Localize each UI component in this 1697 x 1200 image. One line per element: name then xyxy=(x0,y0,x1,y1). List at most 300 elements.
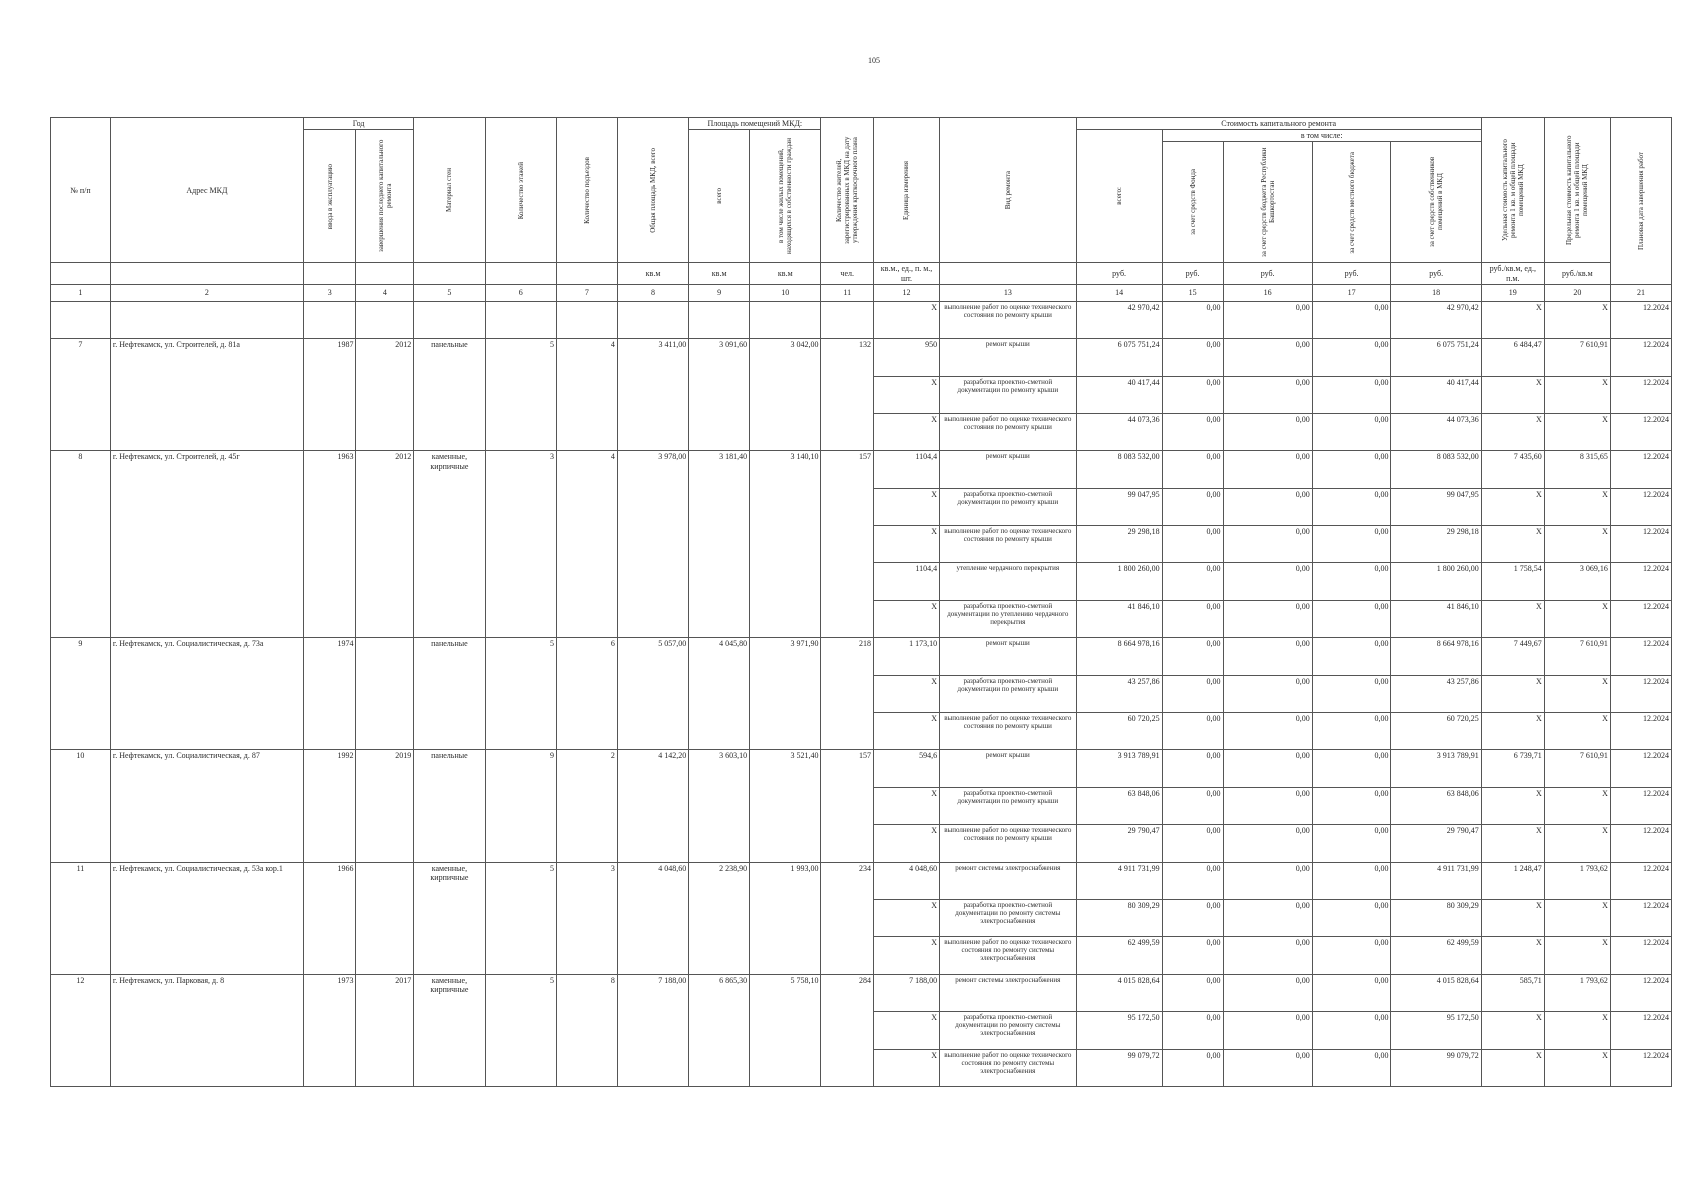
work-cost-local: 0,00 xyxy=(1312,600,1391,637)
house-year-commission: 1963 xyxy=(303,451,355,638)
work-max-cost: X xyxy=(1544,526,1610,563)
header-unit-cost: Удельная стоимость капитального ремонта 1 кв. м общей площади помещений МКД xyxy=(1500,139,1525,242)
house-floors: 3 xyxy=(485,451,556,638)
work-type: ремонт крыши xyxy=(940,750,1076,787)
work-date: 12.2024 xyxy=(1610,825,1671,862)
work-unit-cost: X xyxy=(1481,376,1544,413)
work-cost-total: 1 800 260,00 xyxy=(1076,563,1162,600)
column-number: 9 xyxy=(689,284,750,301)
header-floors: Количество этажей xyxy=(516,161,525,219)
work-type: выполнение работ по оценке технического состояния по ремонту крыши xyxy=(940,301,1076,338)
work-date: 12.2024 xyxy=(1610,937,1671,974)
house-residential: 3 521,40 xyxy=(750,750,821,862)
work-cost-total: 40 417,44 xyxy=(1076,376,1162,413)
house-address: г. Нефтекамск, ул. Социалистическая, д. 73а xyxy=(110,638,303,750)
work-unit-cost: X xyxy=(1481,600,1544,637)
header-fund: за счет средств Фонда xyxy=(1188,169,1197,236)
work-date: 12.2024 xyxy=(1610,563,1671,600)
work-date: 12.2024 xyxy=(1610,526,1671,563)
work-cost-fund: 0,00 xyxy=(1162,862,1223,899)
work-cost-republic: 0,00 xyxy=(1223,713,1312,750)
work-unit-cost: X xyxy=(1481,526,1544,563)
work-cost-local: 0,00 xyxy=(1312,787,1391,824)
work-cost-republic: 0,00 xyxy=(1223,1012,1312,1049)
work-cost-fund: 0,00 xyxy=(1162,413,1223,450)
header-premises-residential: в том числе жилых помещений, находящихся в собственности граждан xyxy=(777,138,794,255)
header-budget-republic: за счет средств бюджета Республики Башкортостан xyxy=(1259,147,1276,258)
column-number: 19 xyxy=(1481,284,1544,301)
work-date: 12.2024 xyxy=(1610,900,1671,937)
house-year-last-repair: 2019 xyxy=(356,750,414,862)
work-unit-cost: X xyxy=(1481,413,1544,450)
work-cost-local: 0,00 xyxy=(1312,488,1391,525)
header-num: № п/п xyxy=(51,118,111,263)
work-max-cost: X xyxy=(1544,413,1610,450)
column-number: 17 xyxy=(1312,284,1391,301)
house-year-last-repair: 2012 xyxy=(356,339,414,451)
work-unit-cost: X xyxy=(1481,825,1544,862)
house-residential: 3 042,00 xyxy=(750,339,821,451)
work-cost-local: 0,00 xyxy=(1312,825,1391,862)
work-type: разработка проектно-сметной документации по ремонту системы электроснабжения xyxy=(940,1012,1076,1049)
work-cost-owners: 40 417,44 xyxy=(1391,376,1481,413)
work-type: разработка проектно-сметной документации по ремонту крыши xyxy=(940,376,1076,413)
table-row xyxy=(51,301,1672,338)
unit-rub-republic: руб. xyxy=(1223,263,1312,284)
house-floors: 5 xyxy=(485,862,556,974)
work-measure: X xyxy=(873,1012,939,1049)
column-number: 8 xyxy=(617,284,688,301)
house-year-commission: 1966 xyxy=(303,862,355,974)
work-cost-local: 0,00 xyxy=(1312,339,1391,376)
work-measure: 950 xyxy=(873,339,939,376)
work-cost-owners: 43 257,86 xyxy=(1391,675,1481,712)
work-unit-cost: X xyxy=(1481,900,1544,937)
header-cost-group: Стоимость капитального ремонта xyxy=(1076,118,1481,130)
unit-rub-owners: руб. xyxy=(1391,263,1481,284)
header-wall-material: Материал стен xyxy=(445,168,454,213)
work-cost-owners: 62 499,59 xyxy=(1391,937,1481,974)
header-budget-local: за счет средств местного бюджета xyxy=(1347,151,1356,254)
work-cost-local: 0,00 xyxy=(1312,563,1391,600)
house-address: г. Нефтекамск, ул. Парковая, д. 8 xyxy=(110,974,303,1086)
house-residential xyxy=(750,301,821,338)
house-floors: 5 xyxy=(485,339,556,451)
work-cost-total: 4 911 731,99 xyxy=(1076,862,1162,899)
work-cost-owners: 44 073,36 xyxy=(1391,413,1481,450)
house-floors: 9 xyxy=(485,750,556,862)
column-number: 21 xyxy=(1610,284,1671,301)
work-cost-local: 0,00 xyxy=(1312,376,1391,413)
column-number: 2 xyxy=(110,284,303,301)
house-residential: 1 993,00 xyxy=(750,862,821,974)
work-type: выполнение работ по оценке технического состояния по ремонту крыши xyxy=(940,825,1076,862)
house-residents: 157 xyxy=(821,451,873,638)
work-cost-total: 3 913 789,91 xyxy=(1076,750,1162,787)
unit-rub-fund: руб. xyxy=(1162,263,1223,284)
table-row xyxy=(51,750,1672,787)
work-cost-owners: 1 800 260,00 xyxy=(1391,563,1481,600)
work-measure: 4 048,60 xyxy=(873,862,939,899)
work-measure: X xyxy=(873,900,939,937)
work-max-cost: X xyxy=(1544,1012,1610,1049)
work-cost-fund: 0,00 xyxy=(1162,974,1223,1011)
work-measure: X xyxy=(873,413,939,450)
house-floors: 5 xyxy=(485,974,556,1086)
work-cost-owners: 4 911 731,99 xyxy=(1391,862,1481,899)
house-material: панельные xyxy=(414,638,485,750)
work-cost-republic: 0,00 xyxy=(1223,638,1312,675)
work-type: выполнение работ по оценке технического состояния по ремонту крыши xyxy=(940,413,1076,450)
header-premises-group: Площадь помещений МКД: xyxy=(689,118,821,130)
house-premises: 3 091,60 xyxy=(689,339,750,451)
house-total-area: 5 057,00 xyxy=(617,638,688,750)
house-num: 10 xyxy=(51,750,111,862)
work-measure: X xyxy=(873,825,939,862)
work-max-cost: X xyxy=(1544,937,1610,974)
work-cost-fund: 0,00 xyxy=(1162,713,1223,750)
work-type: разработка проектно-сметной документации по утеплению чердачного перекрытия xyxy=(940,600,1076,637)
house-year-last-repair xyxy=(356,638,414,750)
work-unit-cost: X xyxy=(1481,675,1544,712)
work-cost-republic: 0,00 xyxy=(1223,488,1312,525)
house-total-area: 3 411,00 xyxy=(617,339,688,451)
work-measure: 594,6 xyxy=(873,750,939,787)
header-entrances: Количество подъездов xyxy=(582,156,591,224)
work-max-cost: X xyxy=(1544,787,1610,824)
house-residents: 234 xyxy=(821,862,873,974)
work-cost-republic: 0,00 xyxy=(1223,339,1312,376)
work-date: 12.2024 xyxy=(1610,339,1671,376)
work-unit-cost: 1 758,54 xyxy=(1481,563,1544,600)
work-max-cost: X xyxy=(1544,488,1610,525)
house-premises xyxy=(689,301,750,338)
unit-rub-local: руб. xyxy=(1312,263,1391,284)
work-cost-republic: 0,00 xyxy=(1223,900,1312,937)
work-cost-fund: 0,00 xyxy=(1162,675,1223,712)
house-address xyxy=(110,301,303,338)
work-cost-total: 6 075 751,24 xyxy=(1076,339,1162,376)
work-type: разработка проектно-сметной документации по ремонту крыши xyxy=(940,488,1076,525)
work-cost-fund: 0,00 xyxy=(1162,1049,1223,1086)
table-row xyxy=(51,862,1672,899)
work-unit-cost: 6 484,47 xyxy=(1481,339,1544,376)
work-measure: X xyxy=(873,1049,939,1086)
house-num: 7 xyxy=(51,339,111,451)
house-total-area: 4 048,60 xyxy=(617,862,688,974)
work-type: ремонт крыши xyxy=(940,638,1076,675)
work-cost-fund: 0,00 xyxy=(1162,1012,1223,1049)
column-number: 12 xyxy=(873,284,939,301)
unit-measure: кв.м., ед., п. м., шт. xyxy=(873,263,939,284)
work-cost-fund: 0,00 xyxy=(1162,526,1223,563)
work-unit-cost: X xyxy=(1481,1049,1544,1086)
table-row xyxy=(51,638,1672,675)
house-entrances: 3 xyxy=(556,862,617,974)
work-measure: X xyxy=(873,675,939,712)
work-cost-fund: 0,00 xyxy=(1162,339,1223,376)
house-floors xyxy=(485,301,556,338)
work-date: 12.2024 xyxy=(1610,713,1671,750)
house-address: г. Нефтекамск, ул. Строителей, д. 81а xyxy=(110,339,303,451)
header-deadline: Плановая дата завершения работ xyxy=(1636,151,1645,250)
work-cost-owners: 41 846,10 xyxy=(1391,600,1481,637)
work-unit-cost: X xyxy=(1481,713,1544,750)
column-number: 13 xyxy=(940,284,1076,301)
work-cost-republic: 0,00 xyxy=(1223,825,1312,862)
work-max-cost: X xyxy=(1544,376,1610,413)
work-cost-local: 0,00 xyxy=(1312,413,1391,450)
work-cost-owners: 8 083 532,00 xyxy=(1391,451,1481,488)
work-measure: 1 173,10 xyxy=(873,638,939,675)
house-premises: 3 181,40 xyxy=(689,451,750,638)
work-measure: 7 188,00 xyxy=(873,974,939,1011)
work-cost-total: 8 664 978,16 xyxy=(1076,638,1162,675)
work-cost-total: 95 172,50 xyxy=(1076,1012,1162,1049)
column-number: 15 xyxy=(1162,284,1223,301)
work-cost-republic: 0,00 xyxy=(1223,600,1312,637)
work-max-cost: 8 315,65 xyxy=(1544,451,1610,488)
house-residents: 157 xyxy=(821,750,873,862)
house-year-commission: 1987 xyxy=(303,339,355,451)
house-year-last-repair xyxy=(356,301,414,338)
house-year-commission: 1992 xyxy=(303,750,355,862)
house-material: каменные, кирпичные xyxy=(414,862,485,974)
house-residents: 132 xyxy=(821,339,873,451)
column-number: 3 xyxy=(303,284,355,301)
work-date: 12.2024 xyxy=(1610,675,1671,712)
work-date: 12.2024 xyxy=(1610,1012,1671,1049)
work-cost-local: 0,00 xyxy=(1312,974,1391,1011)
work-unit-cost: 6 739,71 xyxy=(1481,750,1544,787)
work-cost-fund: 0,00 xyxy=(1162,750,1223,787)
house-entrances: 4 xyxy=(556,451,617,638)
work-measure: 1104,4 xyxy=(873,563,939,600)
house-year-last-repair: 2012 xyxy=(356,451,414,638)
work-max-cost: 7 610,91 xyxy=(1544,339,1610,376)
house-year-commission xyxy=(303,301,355,338)
column-number: 1 xyxy=(51,284,111,301)
work-date: 12.2024 xyxy=(1610,974,1671,1011)
work-max-cost: X xyxy=(1544,675,1610,712)
work-max-cost: 7 610,91 xyxy=(1544,750,1610,787)
work-cost-local: 0,00 xyxy=(1312,1012,1391,1049)
house-year-last-repair xyxy=(356,862,414,974)
header-residents: Количество жителей, зарегистрированных в МКД на дату утверждения краткосрочного плана xyxy=(835,136,860,244)
work-cost-local: 0,00 xyxy=(1312,937,1391,974)
work-cost-total: 99 079,72 xyxy=(1076,1049,1162,1086)
work-max-cost: X xyxy=(1544,301,1610,338)
work-cost-republic: 0,00 xyxy=(1223,750,1312,787)
work-type: разработка проектно-сметной документации по ремонту системы электроснабжения xyxy=(940,900,1076,937)
house-num: 12 xyxy=(51,974,111,1086)
work-max-cost: 1 793,62 xyxy=(1544,974,1610,1011)
work-cost-owners: 80 309,29 xyxy=(1391,900,1481,937)
header-total-area: Общая площадь МКД, всего xyxy=(649,147,657,233)
house-num: 9 xyxy=(51,638,111,750)
work-unit-cost: X xyxy=(1481,488,1544,525)
house-residential: 3 140,10 xyxy=(750,451,821,638)
work-cost-total: 29 298,18 xyxy=(1076,526,1162,563)
work-max-cost: 3 069,16 xyxy=(1544,563,1610,600)
work-type: ремонт крыши xyxy=(940,451,1076,488)
work-date: 12.2024 xyxy=(1610,750,1671,787)
work-unit-cost: X xyxy=(1481,787,1544,824)
work-type: утепление чердачного перекрытия xyxy=(940,563,1076,600)
work-max-cost: X xyxy=(1544,600,1610,637)
house-year-last-repair: 2017 xyxy=(356,974,414,1086)
header-owners: за счет средств собственников помещений в МКД xyxy=(1428,157,1445,248)
work-date: 12.2024 xyxy=(1610,638,1671,675)
work-measure: X xyxy=(873,376,939,413)
work-type: выполнение работ по оценке технического состояния по ремонту крыши xyxy=(940,713,1076,750)
work-type: ремонт системы электроснабжения xyxy=(940,974,1076,1011)
work-cost-owners: 63 848,06 xyxy=(1391,787,1481,824)
house-entrances xyxy=(556,301,617,338)
house-year-commission: 1973 xyxy=(303,974,355,1086)
unit-people: чел. xyxy=(821,263,873,284)
column-number: 18 xyxy=(1391,284,1481,301)
house-total-area: 3 978,00 xyxy=(617,451,688,638)
work-unit-cost: 585,71 xyxy=(1481,974,1544,1011)
house-material: каменные, кирпичные xyxy=(414,451,485,638)
house-residents: 284 xyxy=(821,974,873,1086)
work-cost-fund: 0,00 xyxy=(1162,937,1223,974)
house-num: 11 xyxy=(51,862,111,974)
house-material xyxy=(414,301,485,338)
column-number: 5 xyxy=(414,284,485,301)
house-entrances: 2 xyxy=(556,750,617,862)
house-premises: 3 603,10 xyxy=(689,750,750,862)
work-cost-fund: 0,00 xyxy=(1162,600,1223,637)
work-cost-republic: 0,00 xyxy=(1223,413,1312,450)
work-cost-local: 0,00 xyxy=(1312,713,1391,750)
work-measure: X xyxy=(873,937,939,974)
column-number: 6 xyxy=(485,284,556,301)
work-cost-total: 41 846,10 xyxy=(1076,600,1162,637)
unit-rub-total: руб. xyxy=(1076,263,1162,284)
house-entrances: 8 xyxy=(556,974,617,1086)
work-date: 12.2024 xyxy=(1610,1049,1671,1086)
work-date: 12.2024 xyxy=(1610,451,1671,488)
work-unit-cost: 7 449,67 xyxy=(1481,638,1544,675)
header-max-cost: Предельная стоимость капитального ремонта 1 кв. м общей площади помещений МКД xyxy=(1565,135,1590,245)
work-measure: X xyxy=(873,301,939,338)
work-cost-total: 60 720,25 xyxy=(1076,713,1162,750)
work-max-cost: X xyxy=(1544,713,1610,750)
work-cost-republic: 0,00 xyxy=(1223,787,1312,824)
work-cost-republic: 0,00 xyxy=(1223,1049,1312,1086)
work-cost-local: 0,00 xyxy=(1312,526,1391,563)
house-num xyxy=(51,301,111,338)
work-unit-cost: 1 248,47 xyxy=(1481,862,1544,899)
house-year-commission: 1974 xyxy=(303,638,355,750)
work-cost-total: 63 848,06 xyxy=(1076,787,1162,824)
work-cost-owners: 99 079,72 xyxy=(1391,1049,1481,1086)
column-number: 10 xyxy=(750,284,821,301)
header-incl: в том числе: xyxy=(1162,130,1481,142)
work-cost-local: 0,00 xyxy=(1312,301,1391,338)
work-measure: X xyxy=(873,600,939,637)
house-address: г. Нефтекамск, ул. Социалистическая, д. 53а кор.1 xyxy=(110,862,303,974)
work-type: разработка проектно-сметной документации по ремонту крыши xyxy=(940,787,1076,824)
work-cost-republic: 0,00 xyxy=(1223,937,1312,974)
house-address: г. Нефтекамск, ул. Строителей, д. 45г xyxy=(110,451,303,638)
table-row xyxy=(51,339,1672,376)
column-number: 7 xyxy=(556,284,617,301)
work-cost-owners: 4 015 828,64 xyxy=(1391,974,1481,1011)
work-cost-fund: 0,00 xyxy=(1162,488,1223,525)
header-work-type: Вид ремонта xyxy=(1003,171,1012,210)
work-cost-republic: 0,00 xyxy=(1223,451,1312,488)
house-residential: 5 758,10 xyxy=(750,974,821,1086)
house-entrances: 6 xyxy=(556,638,617,750)
work-date: 12.2024 xyxy=(1610,301,1671,338)
work-measure: X xyxy=(873,713,939,750)
work-cost-republic: 0,00 xyxy=(1223,862,1312,899)
column-number: 14 xyxy=(1076,284,1162,301)
house-total-area xyxy=(617,301,688,338)
work-cost-owners: 8 664 978,16 xyxy=(1391,638,1481,675)
column-number: 16 xyxy=(1223,284,1312,301)
header-year-commission: ввода в эксплуатацию xyxy=(325,163,334,229)
house-residents xyxy=(821,301,873,338)
house-residents: 218 xyxy=(821,638,873,750)
work-cost-republic: 0,00 xyxy=(1223,376,1312,413)
work-cost-local: 0,00 xyxy=(1312,750,1391,787)
column-number: 11 xyxy=(821,284,873,301)
work-type: ремонт системы электроснабжения xyxy=(940,862,1076,899)
work-cost-owners: 42 970,42 xyxy=(1391,301,1481,338)
house-premises: 4 045,80 xyxy=(689,638,750,750)
work-type: выполнение работ по оценке технического состояния по ремонту системы электроснабжения xyxy=(940,1049,1076,1086)
table-row xyxy=(51,451,1672,488)
work-cost-total: 62 499,59 xyxy=(1076,937,1162,974)
house-entrances: 4 xyxy=(556,339,617,451)
house-material: каменные, кирпичные xyxy=(414,974,485,1086)
work-cost-owners: 6 075 751,24 xyxy=(1391,339,1481,376)
work-cost-local: 0,00 xyxy=(1312,900,1391,937)
work-date: 12.2024 xyxy=(1610,862,1671,899)
work-cost-total: 8 083 532,00 xyxy=(1076,451,1162,488)
work-cost-local: 0,00 xyxy=(1312,1049,1391,1086)
house-total-area: 4 142,20 xyxy=(617,750,688,862)
work-unit-cost: X xyxy=(1481,301,1544,338)
work-measure: X xyxy=(873,488,939,525)
work-cost-total: 29 790,47 xyxy=(1076,825,1162,862)
work-max-cost: X xyxy=(1544,1049,1610,1086)
header-unit: Единица измерения xyxy=(902,160,911,220)
work-cost-republic: 0,00 xyxy=(1223,974,1312,1011)
work-cost-local: 0,00 xyxy=(1312,451,1391,488)
work-cost-owners: 95 172,50 xyxy=(1391,1012,1481,1049)
work-cost-owners: 99 047,95 xyxy=(1391,488,1481,525)
work-measure: X xyxy=(873,526,939,563)
work-max-cost: X xyxy=(1544,900,1610,937)
work-cost-fund: 0,00 xyxy=(1162,451,1223,488)
work-cost-total: 99 047,95 xyxy=(1076,488,1162,525)
work-type: ремонт крыши xyxy=(940,339,1076,376)
column-number: 20 xyxy=(1544,284,1610,301)
column-numbers-row xyxy=(51,284,1672,301)
work-cost-fund: 0,00 xyxy=(1162,787,1223,824)
work-type: разработка проектно-сметной документации по ремонту крыши xyxy=(940,675,1076,712)
work-cost-fund: 0,00 xyxy=(1162,301,1223,338)
work-cost-republic: 0,00 xyxy=(1223,301,1312,338)
unit-area-premises: кв.м xyxy=(689,263,750,284)
house-premises: 2 238,90 xyxy=(689,862,750,974)
work-cost-local: 0,00 xyxy=(1312,638,1391,675)
